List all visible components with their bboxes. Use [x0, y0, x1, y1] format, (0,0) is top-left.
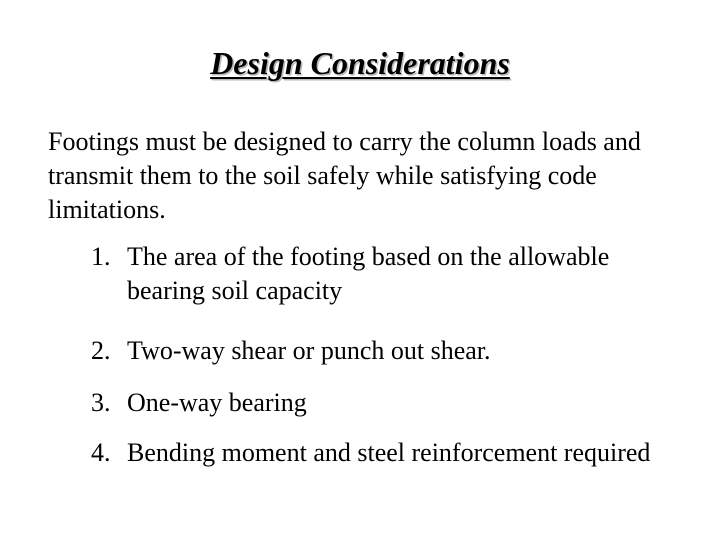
list-item: [91, 240, 691, 308]
list-item: [91, 334, 691, 368]
list-item-number: 1.: [91, 242, 111, 271]
list-item-number: 3.: [91, 388, 111, 417]
intro-paragraph: Footings must be designed to carry the column loads and transmit them to the soil safely while satisfying code limitations.: [48, 127, 641, 224]
list-item-text: One-way bearing: [127, 388, 307, 417]
list-item: [91, 436, 691, 470]
slide-title: Design Considerations: [210, 45, 510, 81]
list-item: [91, 386, 691, 420]
considerations-list: [91, 240, 691, 470]
list-item-number: 2.: [91, 336, 111, 365]
list-item-text: Bending moment and steel reinforcement required: [127, 438, 651, 467]
list-item-text: The area of the footing based on the allowable bearing soil capacity: [127, 242, 610, 305]
list-item-number: 4.: [91, 438, 111, 467]
list-item-text: Two-way shear or punch out shear.: [127, 336, 491, 365]
